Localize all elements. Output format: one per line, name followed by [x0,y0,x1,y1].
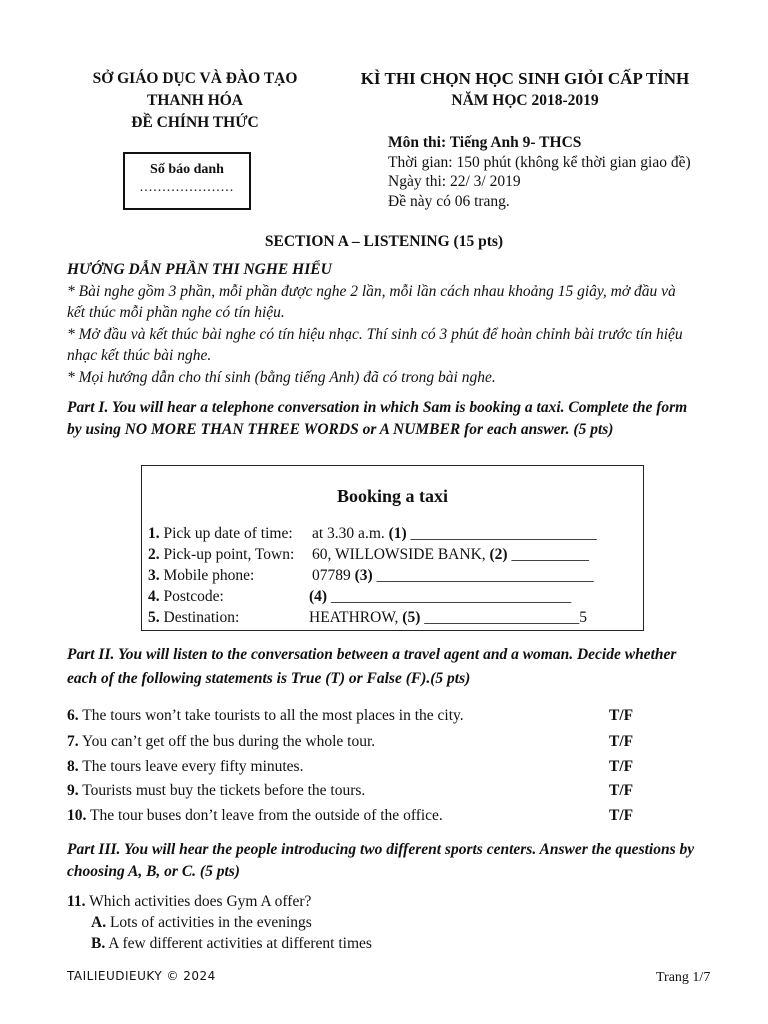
guide-line: kết thúc mỗi phần nghe có tín hiệu. [67,304,285,321]
statement-item [67,807,443,825]
candidate-number-label: Số báo danh [150,162,224,177]
row-label: Pick-up point, Town: [163,546,295,563]
form-title: Booking a taxi [336,486,449,506]
row-number: 1. [148,525,160,542]
true-false-tag[interactable]: T/F [609,782,634,799]
row-label: Postcode: [163,588,224,605]
exam-title-block [330,68,720,112]
part3-instruction [67,839,737,883]
statement-item [67,733,375,751]
statement-item [67,758,303,776]
row-label: Destination: [163,609,240,626]
statement-item [67,707,464,725]
candidate-number-dots: ..................... [139,180,235,195]
option-letter: A. [91,914,107,931]
candidate-number-box [123,152,251,210]
true-false-tag[interactable]: T/F [609,807,634,824]
option-b[interactable] [67,933,372,954]
item-text: The tours won’t take tourists to all the most places in the city. [82,707,464,724]
row-prefix: at 3.30 a.m. [312,525,385,542]
option-a[interactable] [67,912,372,933]
guide-title: HƯỚNG DẪN PHẦN THI NGHE HIỂU [67,261,332,278]
issuer-block [60,68,330,134]
listening-guide [67,259,747,388]
item-number: 7. [67,733,79,750]
option-text: Lots of activities in the evenings [109,914,312,931]
answer-blank-3: (3) [354,567,373,584]
row-number: 4. [148,588,160,605]
part3-line-2: choosing A, B, or C. (5 pts) [67,863,240,880]
row-prefix: 60, WILLOWSIDE BANK, [312,546,486,563]
guide-line: * Bài nghe gồm 3 phần, mỗi phần được nghe 2 lần, mỗi lần cách nhau khoảng 15 giây, mở đầu và [67,282,676,300]
row-number: 2. [148,546,160,563]
statement-item [67,782,365,800]
true-false-tag[interactable]: T/F [609,707,634,724]
item-number: 9. [67,782,79,799]
part3-line-1: Part III. You will hear the people introducing two different sports centers. Answer the questions by [67,841,695,858]
subject: Môn thi: Tiếng Anh 9- THCS [388,134,582,151]
part2-line-2: each of the following statements is True (T) or False (F).(5 pts) [67,670,471,687]
official-label: ĐỀ CHÍNH THỨC [131,114,259,131]
question-number: 11. [67,893,86,910]
row-prefix: HEATHROW, [309,609,399,626]
item-text: You can’t get off the bus during the whole tour. [81,733,376,750]
question-text: Which activities does Gym A offer? [89,893,312,910]
guide-line: * Mọi hướng dẫn cho thí sinh (bằng tiếng Anh) đã có trong bài nghe. [67,368,496,386]
answer-line[interactable]: _______________________________ [330,588,572,605]
section-a-title: SECTION A – LISTENING (15 pts) [264,233,504,250]
true-false-tag[interactable]: T/F [609,733,634,750]
row-label: Mobile phone: [163,567,255,584]
exam-time: Thời gian: 150 phút (không kể thời gian giao đề) [388,153,691,171]
answer-blank-4: (4) [309,588,328,605]
part1-line-2: by using NO MORE THAN THREE WORDS or A NUMBER for each answer. (5 pts) [67,421,614,438]
page-number: Trang 1/7 [656,970,711,985]
page-count: Đề này có 06 trang. [388,192,510,210]
option-text: A few different activities at different times [108,935,372,952]
row-suffix: 5 [579,609,587,626]
guide-line: nhạc kết thúc bài nghe. [67,347,212,364]
school-year: NĂM HỌC 2018-2019 [451,92,599,109]
row-prefix: 07789 [312,567,351,584]
part2-instruction [67,643,737,691]
option-letter: B. [91,935,106,952]
issuer-line-1: SỞ GIÁO DỤC VÀ ĐÀO TẠO [92,70,298,87]
answer-blank-2: (2) [489,546,508,563]
exam-title: KÌ THI CHỌN HỌC SINH GIỎI CẤP TỈNH [360,69,690,88]
booking-form [141,465,644,631]
item-number: 8. [67,758,79,775]
true-false-tag[interactable]: T/F [609,758,634,775]
question-11 [67,891,372,954]
answer-line[interactable]: ________________________ [410,525,597,542]
row-number: 3. [148,567,160,584]
exam-date: Ngày thi: 22/ 3/ 2019 [388,173,521,190]
answer-line[interactable]: ____________________ [424,609,580,626]
guide-line: * Mở đầu và kết thúc bài nghe có tín hiệu nhạc. Thí sinh có 3 phút để hoàn chỉnh bài trước tín hiệu [67,325,683,343]
footer-watermark: TAILIEUDIEUKY © 2024 [67,969,216,983]
row-number: 5. [148,609,160,626]
part1-instruction [67,397,737,441]
part1-line-1: Part I. You will hear a telephone conversation in which Sam is booking a taxi. Complete the form [67,399,688,416]
answer-blank-1: (1) [388,525,407,542]
item-text: Tourists must buy the tickets before the tours. [82,782,366,799]
item-text: The tours leave every fifty minutes. [82,758,304,775]
item-text: The tour buses don’t leave from the outside of the office. [89,807,443,824]
answer-line[interactable]: __________ [511,546,589,563]
answer-blank-5: (5) [402,609,421,626]
exam-info [388,133,691,211]
row-label: Pick up date of time: [163,525,293,542]
issuer-line-2: THANH HÓA [146,92,244,109]
part2-line-1: Part II. You will listen to the conversation between a travel agent and a woman. Decide whether [67,646,677,663]
item-number: 10. [67,807,87,824]
answer-line[interactable]: ____________________________ [376,567,594,584]
item-number: 6. [67,707,79,724]
